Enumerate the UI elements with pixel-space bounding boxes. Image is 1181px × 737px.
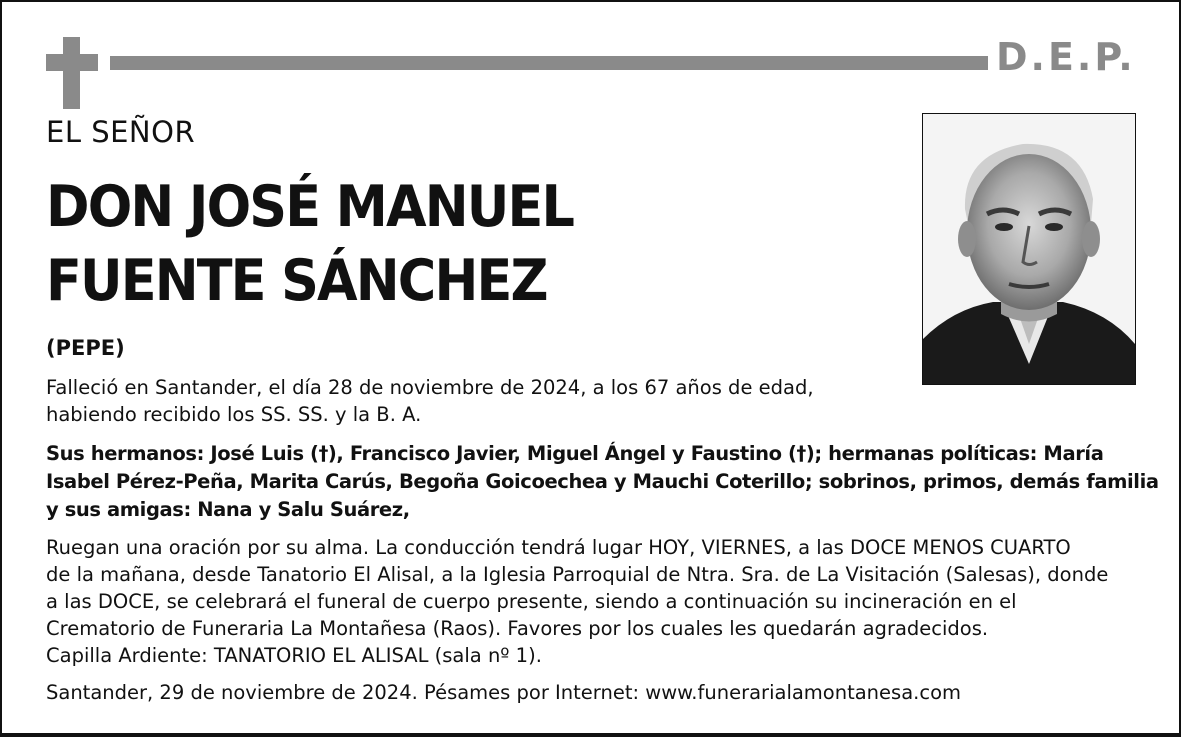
deceased-name xyxy=(46,170,635,318)
header-rule xyxy=(110,56,988,70)
service-line: Capilla Ardiente: TANATORIO EL ALISAL (sala nº 1). xyxy=(46,644,542,667)
cross-icon xyxy=(46,37,98,109)
death-notice xyxy=(46,374,1126,428)
death-notice-line: Falleció en Santander, el día 28 de noviembre de 2024, a los 67 años de edad, xyxy=(46,376,814,399)
nickname: (PEPE) xyxy=(46,336,125,360)
death-notice-line: habiendo recibido los SS. SS. y la B. A. xyxy=(46,403,422,426)
service-line: Crematorio de Funeraria La Montañesa (Raos). Favores por los cuales les quedarán agradecidos. xyxy=(46,617,989,640)
dep-label: D.E.P. xyxy=(996,35,1136,79)
family-line: y sus amigas: Nana y Salu Suárez, xyxy=(46,498,410,521)
portrait-photo xyxy=(922,113,1136,385)
honorific-title: EL SEÑOR xyxy=(46,115,196,149)
service-line: de la mañana, desde Tanatorio El Alisal, a la Iglesia Parroquial de Ntra. Sra. de La Visitación (Salesas), donde xyxy=(46,563,1109,586)
name-line-2: FUENTE SÁNCHEZ xyxy=(46,248,547,314)
footer-text: Santander, 29 de noviembre de 2024. Pésames por Internet: www.funerarialamontanesa.com xyxy=(46,681,961,704)
footer-line xyxy=(46,679,1126,706)
service-details xyxy=(46,534,1126,669)
service-line: a las DOCE, se celebrará el funeral de cuerpo presente, siendo a continuación su incineración en el xyxy=(46,590,1017,613)
family-line: Isabel Pérez-Peña, Marita Carús, Begoña Goicoechea y Mauchi Coterillo; sobrinos, primos, demás familia xyxy=(46,470,1159,493)
name-line-1: DON JOSÉ MANUEL xyxy=(46,174,574,240)
service-line: Ruegan una oración por su alma. La conducción tendrá lugar HOY, VIERNES, a las DOCE MENOS CUARTO xyxy=(46,536,1071,559)
family-list xyxy=(46,440,1159,524)
family-line: Sus hermanos: José Luis (†), Francisco Javier, Miguel Ángel y Faustino (†); hermanas políticas: María xyxy=(46,442,1104,465)
